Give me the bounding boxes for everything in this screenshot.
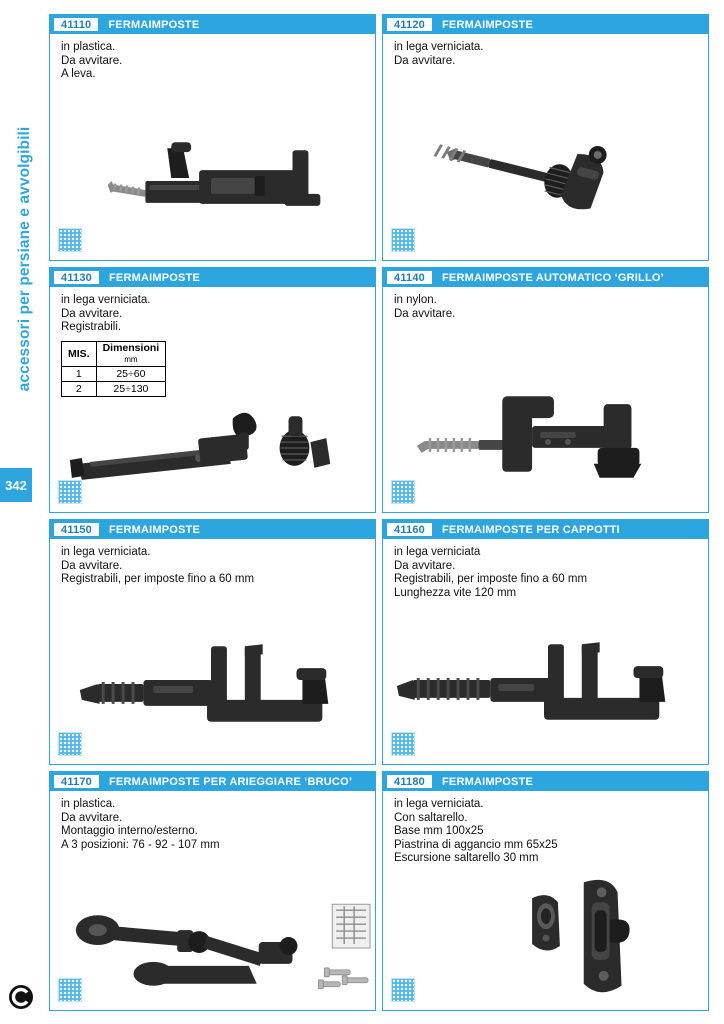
desc-line: A leva.: [61, 68, 96, 81]
desc-line: Piastrina di aggancio mm 65x25: [394, 838, 558, 851]
product-title: FERMAIMPOSTE: [441, 18, 533, 31]
card-header: [383, 772, 708, 791]
desc-line: Montaggio interno/esterno.: [61, 825, 198, 838]
table-row: [62, 366, 166, 381]
product-card-41180: [382, 771, 709, 1011]
product-code: 41160: [386, 522, 433, 537]
sidebar: [0, 0, 44, 1024]
product-title: FERMAIMPOSTE: [108, 18, 200, 31]
product-description: [383, 539, 708, 600]
blue-dotted-square-icon: [391, 978, 415, 1002]
product-title: FERMAIMPOSTE: [108, 523, 200, 536]
desc-line: Registrabili.: [61, 321, 122, 334]
product-description: [50, 34, 375, 82]
product-description: [50, 791, 375, 852]
table-header-cell: [96, 341, 166, 366]
desc-line: in lega verniciata.: [61, 294, 151, 306]
product-card-41120: [382, 14, 709, 261]
table-header-cell: MIS.: [62, 341, 97, 366]
desc-line: Da avvitare.: [61, 54, 123, 67]
product-card-41150: [49, 519, 376, 765]
desc-line: Con saltarello.: [394, 811, 468, 824]
table-header-row: [62, 341, 166, 366]
product-code: 41180: [386, 774, 433, 789]
product-image-41170: [50, 886, 375, 1006]
product-description: [50, 539, 375, 587]
product-code: 41170: [53, 774, 100, 789]
table-row: [62, 381, 166, 396]
desc-line: Lunghezza vite 120 mm: [394, 586, 517, 599]
desc-line: in nylon.: [394, 294, 437, 306]
desc-line: in plastica.: [61, 41, 116, 53]
brand-logo-icon: [8, 984, 34, 1010]
desc-line: Da avvitare.: [61, 811, 123, 824]
desc-line: Registrabili, per imposte fino a 60 mm: [394, 573, 588, 586]
product-image-41120: [383, 106, 708, 256]
product-image-41150: [50, 610, 375, 760]
product-image-41130: [50, 398, 375, 508]
card-header: [50, 268, 375, 287]
product-code: 41110: [53, 17, 99, 32]
product-image-41110: [50, 106, 375, 256]
table-cell: 25÷130: [96, 381, 166, 396]
desc-line: Registrabili, per imposte fino a 60 mm: [61, 573, 255, 586]
table-header-label: Dimensioni: [102, 341, 160, 354]
table-header-unit: mm: [124, 354, 138, 364]
card-header: [383, 520, 708, 539]
product-description: [383, 287, 708, 321]
product-title: FERMAIMPOSTE: [441, 775, 533, 788]
desc-line: in lega verniciata.: [394, 798, 484, 810]
product-title: FERMAIMPOSTE: [108, 271, 200, 284]
desc-line: Da avvitare.: [394, 307, 456, 320]
desc-line: Da avvitare.: [61, 307, 123, 320]
page-number: 342: [0, 468, 32, 502]
product-card-41140: [382, 267, 709, 513]
desc-line: A 3 posizioni: 76 - 92 - 107 mm: [61, 838, 220, 851]
dimensions-table: [61, 341, 166, 397]
product-code: 41140: [386, 270, 433, 285]
table-cell: 2: [62, 381, 97, 396]
desc-line: Da avvitare.: [394, 559, 456, 572]
product-card-41160: [382, 519, 709, 765]
section-label: accessori per persiane e avvolgibili: [16, 126, 33, 392]
product-card-41110: [49, 14, 376, 261]
product-title: FERMAIMPOSTE PER CAPPOTTI: [441, 523, 620, 536]
product-image-41180: [383, 876, 708, 1006]
card-header: [50, 772, 375, 791]
card-header: [50, 520, 375, 539]
card-header: [383, 268, 708, 287]
card-header: [383, 15, 708, 34]
product-title: FERMAIMPOSTE AUTOMATICO ‘GRILLO’: [441, 271, 664, 284]
desc-line: in lega verniciata.: [61, 546, 151, 558]
card-header: [50, 15, 375, 34]
product-code: 41120: [386, 17, 433, 32]
product-title: FERMAIMPOSTE PER ARIEGGIARE ‘BRUCO’: [108, 775, 353, 788]
blue-dotted-square-icon: [391, 732, 415, 756]
blue-dotted-square-icon: [58, 978, 82, 1002]
product-card-41130: [49, 267, 376, 513]
desc-line: Base mm 100x25: [394, 825, 484, 838]
product-image-41160: [383, 610, 708, 760]
blue-dotted-square-icon: [391, 228, 415, 252]
product-code: 41130: [53, 270, 100, 285]
desc-line: in lega verniciata.: [394, 41, 484, 53]
product-code: 41150: [53, 522, 100, 537]
desc-line: in plastica.: [61, 798, 116, 810]
product-image-41140: [383, 358, 708, 508]
product-grid: [49, 14, 709, 1011]
table-cell: 25÷60: [96, 366, 166, 381]
blue-dotted-square-icon: [58, 480, 82, 504]
blue-dotted-square-icon: [391, 480, 415, 504]
product-description: [383, 34, 708, 68]
product-description: [383, 791, 708, 866]
product-card-41170: [49, 771, 376, 1011]
blue-dotted-square-icon: [58, 732, 82, 756]
table-cell: 1: [62, 366, 97, 381]
desc-line: Escursione saltarello 30 mm: [394, 852, 539, 865]
desc-line: Da avvitare.: [61, 559, 123, 572]
desc-line: in lega verniciata: [394, 546, 481, 558]
blue-dotted-square-icon: [58, 228, 82, 252]
desc-line: Da avvitare.: [394, 54, 456, 67]
product-description: [50, 287, 375, 335]
